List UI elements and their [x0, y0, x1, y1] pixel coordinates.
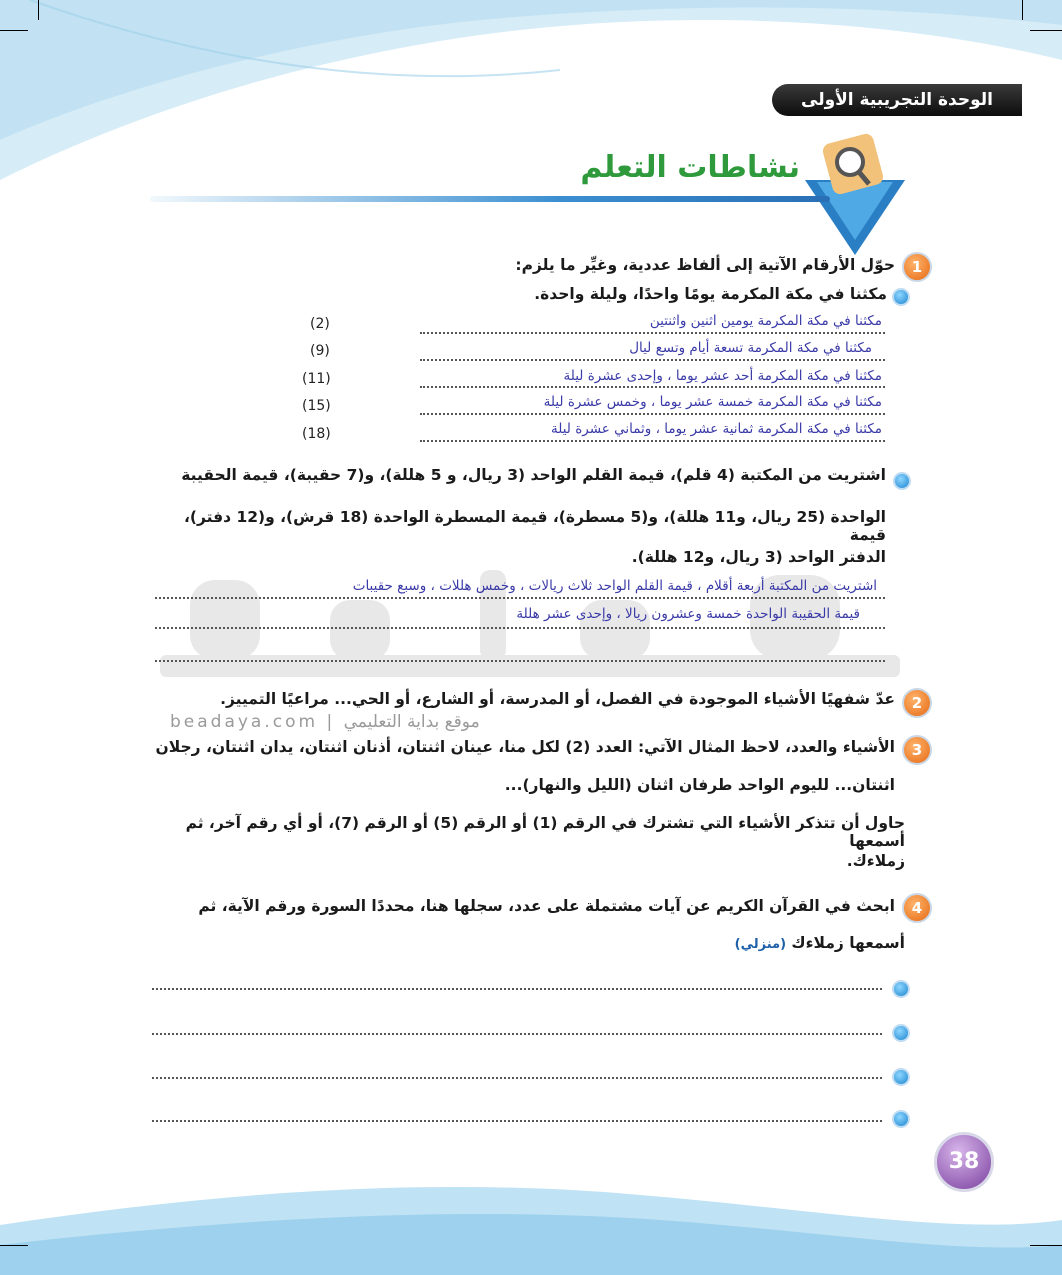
page-number-badge: 38 — [934, 1132, 994, 1192]
question-4-text: ابحث في القرآن الكريم عن آيات مشتملة على عدد، سجلها هنا، محددًا السورة ورقم الآية، ثم — [198, 897, 895, 915]
crop-mark — [0, 30, 28, 31]
handwritten-answer: اشتريت من المكتبة أربعة أقلام ، قيمة القلم الواحد ثلاث ريالات ، وخمس هللات ، وسبع حقيبات — [352, 578, 877, 594]
question-3-text: حاول أن تتذكر الأشياء التي تشترك في الرقم (1) أو الرقم (5) أو الرقم (7)، أو أي رقم آخر، ثم أسمعها — [185, 814, 905, 850]
unit-title-banner: الوحدة التجريبية الأولى — [772, 84, 1022, 116]
number-reference: (11) — [302, 371, 331, 387]
answer-line[interactable] — [152, 1077, 882, 1079]
question-2-prompt: عدّ شفهيًا الأشياء الموجودة في الفصل، أو المدرسة، أو الشارع، أو الحي... مراعيًا التمييز. — [220, 690, 895, 708]
question-3-text: زملاءك. — [846, 852, 905, 870]
question-1-sub2-line: الدفتر الواحد (3 ريال، و12 هللة). — [631, 548, 886, 566]
bullet-dot — [892, 1110, 910, 1128]
number-reference: (9) — [310, 343, 330, 359]
homework-tag: (منزلي) — [734, 937, 787, 952]
answer-line — [155, 597, 885, 599]
answer-line — [155, 660, 885, 662]
question-number-badge: 3 — [902, 735, 932, 765]
handwritten-answer: مكثنا في مكة المكرمة أحد عشر يوما ، وإحدى عشرة ليلة — [563, 368, 882, 384]
answer-line — [420, 440, 885, 442]
question-3-text: اثنتان... لليوم الواحد طرفان اثنان (الليل والنهار)... — [504, 776, 895, 794]
answer-line — [420, 332, 885, 334]
answer-line[interactable] — [152, 988, 882, 990]
question-1-sub1: مكثنا في مكة المكرمة يومًا واحدًا، وليلة واحدة. — [534, 285, 887, 303]
question-number-badge: 1 — [902, 252, 932, 282]
question-number-badge: 4 — [902, 893, 932, 923]
bullet-dot — [892, 288, 910, 306]
question-1-sub2-line: الواحدة (25 ريال، و11 هللة)، و(5 مسطرة)، قيمة المسطرة الواحدة (18 قرش)، و(12 دفتر)، قيمة — [184, 508, 886, 544]
crop-mark — [1030, 1245, 1062, 1246]
handwritten-answer: مكثنا في مكة المكرمة تسعة أيام وتسع ليال — [629, 340, 872, 356]
question-4-text: أسمعها زملاءك — [791, 934, 905, 952]
question-4-line2 — [600, 934, 905, 952]
bullet-dot — [892, 1068, 910, 1086]
bullet-dot — [893, 472, 911, 490]
question-1-prompt: حوّل الأرقام الآتية إلى ألفاظ عددية، وغيِّر ما يلزم: — [515, 256, 895, 274]
crop-mark — [1030, 30, 1062, 31]
answer-line — [420, 413, 885, 415]
crop-mark — [1022, 0, 1023, 20]
watermark-text: beadaya.com | موقع بداية التعليمي — [170, 712, 480, 732]
handwritten-answer: مكثنا في مكة المكرمة خمسة عشر يوما ، وخمس عشرة ليلة — [543, 394, 882, 410]
question-number-badge: 2 — [902, 688, 932, 718]
number-reference: (15) — [302, 398, 331, 414]
question-3-text: الأشياء والعدد، لاحظ المثال الآتي: العدد (2) لكل منا، عينان اثنتان، أذنان اثنتان، يدان اثنتان، رجلان — [155, 738, 895, 756]
section-title: نشاطات التعلم — [580, 150, 800, 185]
answer-line — [420, 386, 885, 388]
answer-line — [155, 627, 885, 629]
bottom-wave-decoration — [0, 1165, 1062, 1275]
question-1-sub2-line: اشتريت من المكتبة (4 قلم)، قيمة القلم الواحد (3 ريال، و 5 هللة)، و(7 حقيبة)، قيمة الحقيبة — [181, 466, 886, 484]
title-divider — [150, 196, 830, 202]
handwritten-answer: مكثنا في مكة المكرمة يومين اثنين واثنتين — [649, 313, 882, 329]
number-reference: (2) — [310, 316, 330, 332]
bullet-dot — [892, 980, 910, 998]
bullet-dot — [892, 1024, 910, 1042]
number-reference: (18) — [302, 426, 331, 442]
handwritten-answer: قيمة الحقيبة الواحدة خمسة وعشرون ريالا ، وإحدى عشر هللة — [516, 606, 860, 622]
crop-mark — [0, 1245, 28, 1246]
answer-line — [420, 359, 885, 361]
handwritten-answer: مكثنا في مكة المكرمة ثمانية عشر يوما ، وثماني عشرة ليلة — [551, 421, 882, 437]
answer-line[interactable] — [152, 1120, 882, 1122]
magnifier-book-icon — [795, 120, 915, 260]
crop-mark — [38, 0, 39, 20]
answer-line[interactable] — [152, 1033, 882, 1035]
